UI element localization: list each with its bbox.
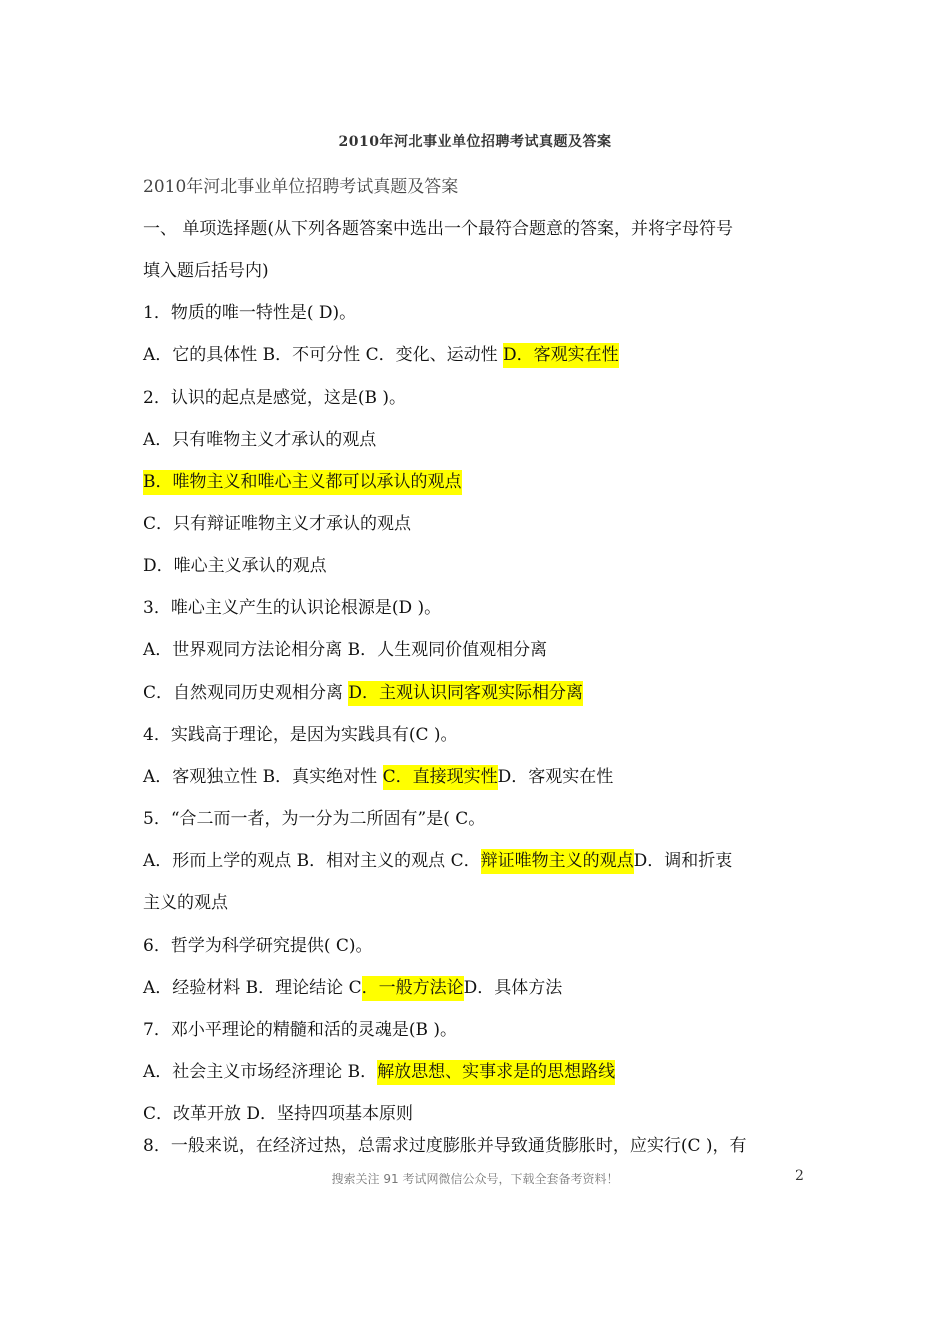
question-7-options-cd: C．改革开放 D．坚持四项基本原则 [143, 1104, 414, 1124]
page-number: 2 [795, 1168, 804, 1184]
footer-note: 搜索关注 91 考试网微信公众号，下载全套备考资料！ [331, 1172, 619, 1186]
question-3-stem: 3．唯心主义产生的认识论根源是(D )。 [143, 598, 442, 618]
q3-answer-highlight: D．主观认识同客观实际相分离 [348, 681, 583, 706]
section-instruction-line2: 填入题后括号内) [143, 261, 269, 281]
q6-options-post: D．具体方法 [463, 978, 563, 998]
q5-answer-highlight: 辩证唯物主义的观点 [481, 849, 634, 874]
question-5-options [143, 846, 732, 871]
question-4-options [143, 762, 613, 787]
document-title: 2010年河北事业单位招聘考试真题及答案 [143, 177, 459, 197]
question-2-option-b [143, 467, 462, 492]
question-3-options-cd [143, 678, 583, 703]
q7-options-pre: A．社会主义市场经济理论 B． [143, 1062, 378, 1082]
question-5-options-continued: 主义的观点 [143, 893, 228, 913]
q5-options-post: D．调和折衷 [633, 851, 733, 871]
question-1-options [143, 340, 619, 365]
q4-answer-highlight: C．直接现实性 [383, 765, 498, 790]
question-4-stem: 4．实践高于理论，是因为实践具有(C )。 [143, 725, 458, 745]
question-2-option-d: D．唯心主义承认的观点 [143, 556, 327, 576]
q5-options-pre: A．形而上学的观点 B．相对主义的观点 C． [143, 851, 481, 871]
question-2-option-c: C．只有辩证唯物主义才承认的观点 [143, 514, 412, 534]
question-2-stem: 2．认识的起点是感觉，这是(B )。 [143, 388, 406, 408]
q1-answer-highlight: D．客观实在性 [503, 343, 619, 368]
question-6-stem: 6．哲学为科学研究提供( C)。 [143, 936, 373, 956]
question-7-options-ab [143, 1057, 615, 1082]
q1-options-text: A．它的具体性 B．不可分性 C．变化、运动性 [143, 345, 503, 365]
question-7-stem: 7．邓小平理论的精髓和活的灵魂是(B )。 [143, 1020, 457, 1040]
q7-answer-highlight: 解放思想、实事求是的思想路线 [377, 1060, 615, 1085]
page-header-title: 2010年河北事业单位招聘考试真题及答案 [338, 134, 612, 150]
q3-option-c: C．自然观同历史观相分离 [143, 683, 349, 703]
question-3-options-ab: A．世界观同方法论相分离 B．人生观同价值观相分离 [143, 640, 548, 660]
q4-options-post: D．客观实在性 [497, 767, 614, 787]
question-2-option-a: A．只有唯物主义才承认的观点 [143, 430, 377, 450]
section-instruction-line1: 一、 单项选择题(从下列各题答案中选出一个最符合题意的答案，并将字母符号 [143, 219, 734, 239]
question-8-stem: 8．一般来说，在经济过热，总需求过度膨胀并导致通货膨胀时，应实行(C )，有 [143, 1136, 747, 1156]
q2-answer-highlight: B．唯物主义和唯心主义都可以承认的观点 [143, 470, 462, 495]
question-6-options [143, 973, 562, 998]
question-1-stem: 1．物质的唯一特性是( D)。 [143, 303, 357, 323]
q6-options-pre: A．经验材料 B．理论结论 C [143, 978, 362, 998]
q4-options-pre: A．客观独立性 B．真实绝对性 [143, 767, 383, 787]
q6-answer-highlight: ．一般方法论 [362, 976, 464, 1001]
question-5-stem: 5．“合二而一者，为一分为二所固有”是( C。 [143, 809, 486, 829]
